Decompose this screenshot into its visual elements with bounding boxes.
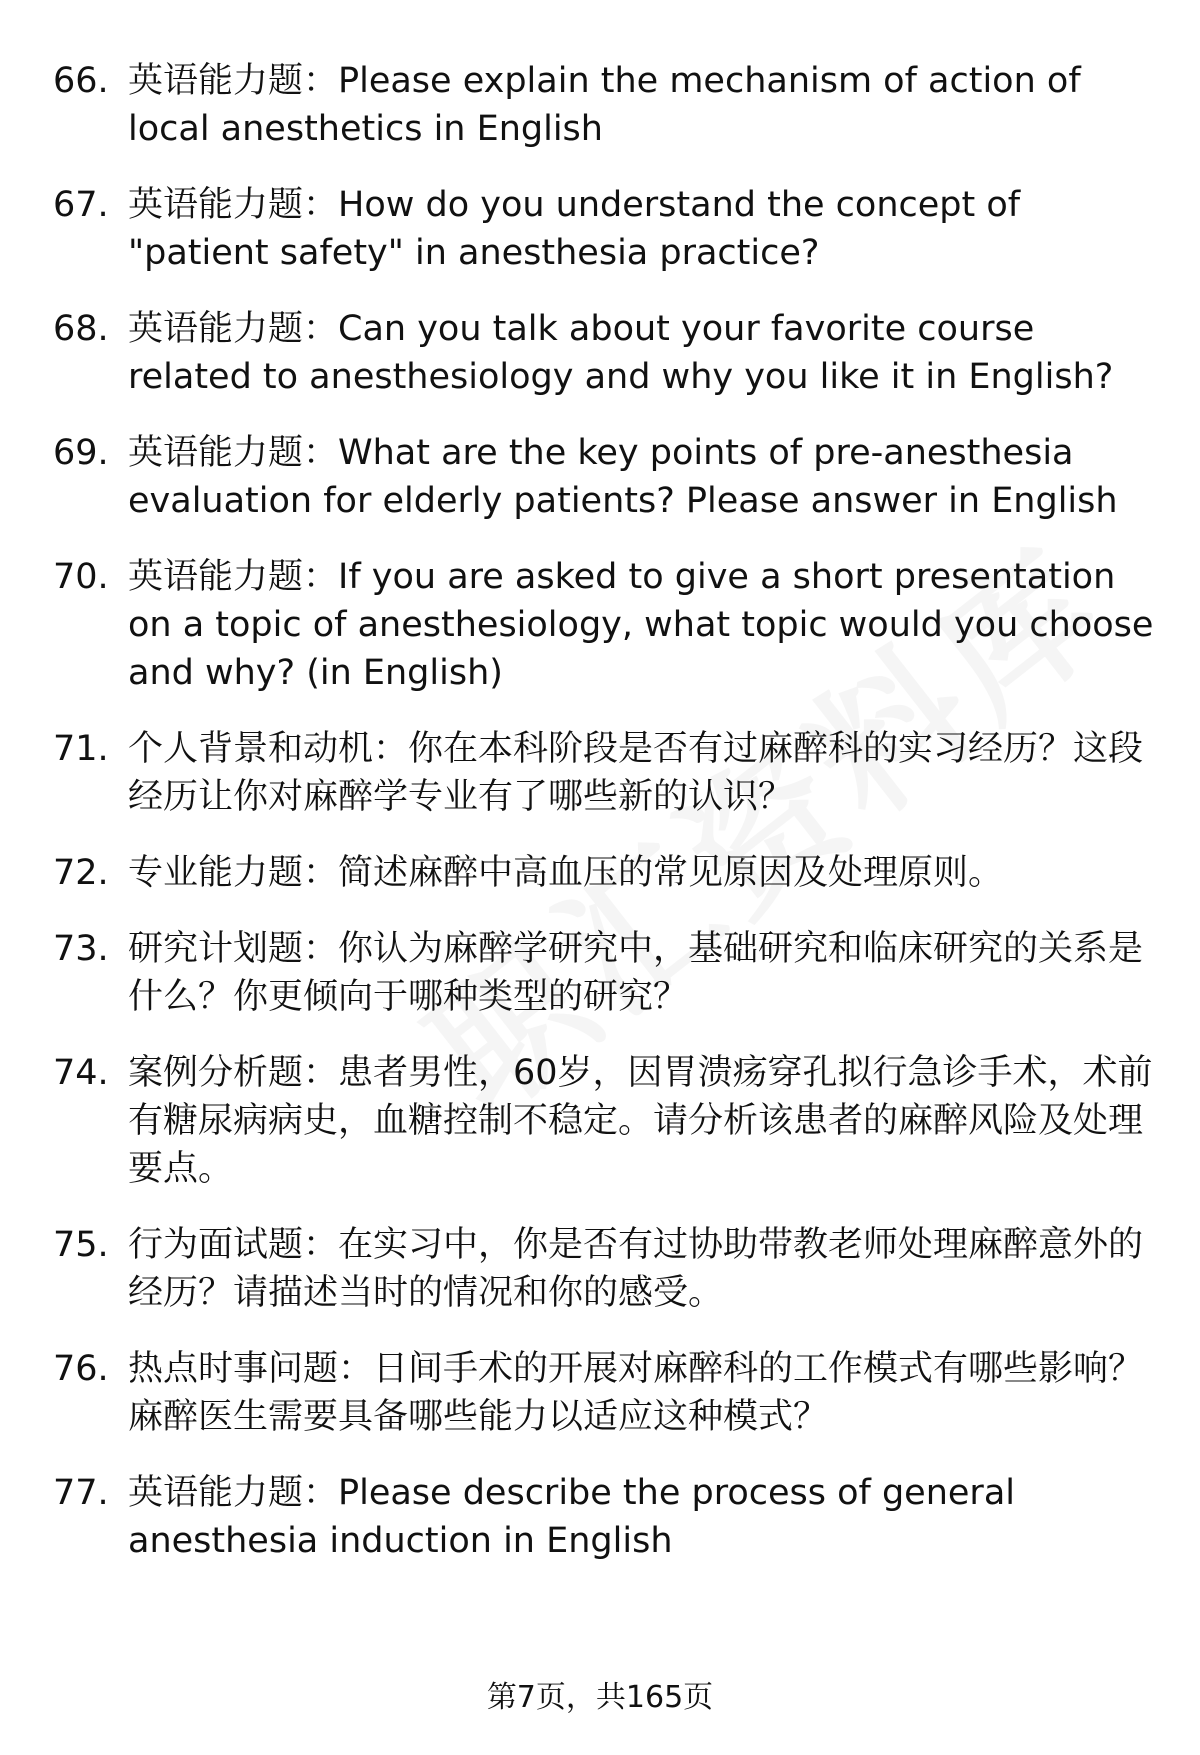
question-text: 英语能力题：What are the key points of pre-anesthesia evaluation for elderly patients? Please answer in English <box>128 433 1118 521</box>
question-item <box>0 849 1200 897</box>
question-text: 英语能力题：How do you understand the concept of "patient safety" in anesthesia practice? <box>128 185 1021 273</box>
question-item <box>0 1221 1200 1317</box>
question-text: 英语能力题：If you are asked to give a short presentation on a topic of anesthesiology, what topic would you choose and why? (in English) <box>128 557 1154 693</box>
question-item <box>0 553 1200 697</box>
question-number: 66. <box>53 61 109 101</box>
question-number: 70. <box>53 557 109 597</box>
question-number: 75. <box>53 1225 109 1265</box>
question-item <box>0 181 1200 277</box>
question-item <box>0 429 1200 525</box>
question-text: 研究计划题：你认为麻醉学研究中，基础研究和临床研究的关系是什么？你更倾向于哪种类型的研究？ <box>128 929 1144 1017</box>
question-item <box>0 1469 1200 1565</box>
question-number: 72. <box>53 853 109 893</box>
question-number: 76. <box>53 1349 109 1389</box>
question-text: 个人背景和动机：你在本科阶段是否有过麻醉科的实习经历？这段经历让你对麻醉学专业有了哪些新的认识？ <box>128 729 1144 817</box>
question-text: 专业能力题：简述麻醉中高血压的常见原因及处理原则。 <box>128 853 1004 893</box>
question-text: 热点时事问题：日间手术的开展对麻醉科的工作模式有哪些影响？麻醉医生需要具备哪些能力以适应这种模式？ <box>128 1349 1144 1437</box>
question-list <box>0 57 1200 1593</box>
question-text: 案例分析题：患者男性，60岁，因胃溃疡穿孔拟行急诊手术，术前有糖尿病病史，血糖控制不稳定。请分析该患者的麻醉风险及处理要点。 <box>128 1053 1153 1189</box>
question-number: 67. <box>53 185 109 225</box>
question-number: 77. <box>53 1473 109 1513</box>
question-item <box>0 925 1200 1021</box>
question-number: 69. <box>53 433 109 473</box>
question-number: 71. <box>53 729 109 769</box>
question-number: 68. <box>53 309 109 349</box>
question-text: 英语能力题：Can you talk about your favorite course related to anesthesiology and why you like it in English? <box>128 309 1114 397</box>
question-item <box>0 1345 1200 1441</box>
question-text: 英语能力题：Please explain the mechanism of action of local anesthetics in English <box>128 61 1081 149</box>
question-item <box>0 57 1200 153</box>
question-number: 73. <box>53 929 109 969</box>
page-footer: 第7页，共165页 <box>486 1680 714 1715</box>
question-text: 行为面试题：在实习中，你是否有过协助带教老师处理麻醉意外的经历？请描述当时的情况和你的感受。 <box>128 1225 1144 1313</box>
question-number: 74. <box>53 1053 109 1093</box>
question-item <box>0 305 1200 401</box>
question-item <box>0 725 1200 821</box>
question-item <box>0 1049 1200 1193</box>
question-text: 英语能力题：Please describe the process of general anesthesia induction in English <box>128 1473 1015 1561</box>
